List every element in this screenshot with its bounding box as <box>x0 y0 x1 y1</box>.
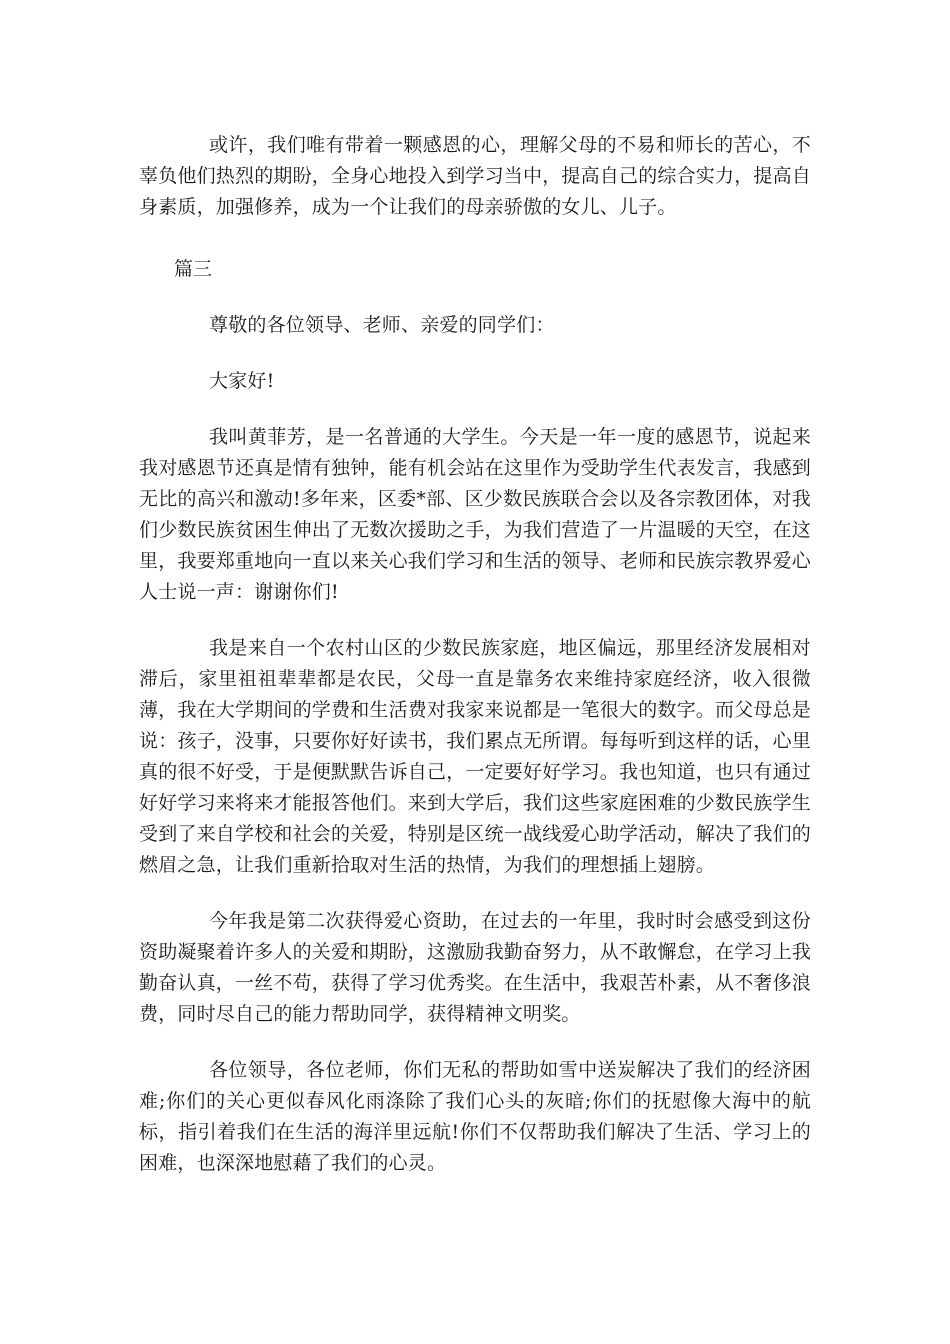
salutation: 尊敬的各位领导、老师、亲爱的同学们： <box>209 314 555 336</box>
paragraph-family-background: 我是来自一个农村山区的少数民族家庭，地区偏远，那里经济发展相对滞后，家里祖祖辈辈都是农民，父母一直是靠务农来维持家庭经济，收入很微薄，我在大学期间的学费和生活费对我家来说都是一笔很大的数字。而父母总是说：孩子，没事，只要你好好读书，我们累点无所谓。每每听到这样的话，心里真的很不好受，于是便默默告诉自己，一定要好好学习。我也知道，也只有通过好好学习来将来才能报答他们。来到大学后，我们这些家庭困难的少数民族学生受到了来自学校和社会的关爱，特别是区统一战线爱心助学活动，解决了我们的燃眉之急，让我们重新拾取对生活的热情，为我们的理想插上翅膀。 <box>139 637 812 876</box>
paragraph-thanks: 各位领导，各位老师，你们无私的帮助如雪中送炭解决了我们的经济困难;你们的关心更似春风化雨涤除了我们心头的灰暗;你们的抚慰像大海中的航标，指引着我们在生活的海洋里远航!你们不仅帮助我们解决了生活、学习上的困难，也深深地慰藉了我们的心灵。 <box>139 1059 811 1174</box>
paragraph-gratitude-conclusion: 或许，我们唯有带着一颗感恩的心，理解父母的不易和师长的苦心，不辜负他们热烈的期盼，全身心地投入到学习当中，提高自己的综合实力，提高自身素质，加强修养，成为一个让我们的母亲骄傲的女儿、儿子。 <box>139 134 812 218</box>
document-body <box>139 130 811 1179</box>
greeting: 大家好! <box>209 370 275 392</box>
paragraph-achievements: 今年我是第二次获得爱心资助，在过去的一年里，我时时会感受到这份资助凝聚着许多人的关爱和期盼，这激励我勤奋努力，从不敢懈怠，在学习上我勤奋认真，一丝不苟，获得了学习优秀奖。在生活中，我艰苦朴素，从不奢侈浪费，同时尽自己的能力帮助同学，获得精神文明奖。 <box>139 910 812 1025</box>
section-heading: 篇三 <box>174 258 213 280</box>
paragraph-introduction: 我叫黄菲芳，是一名普通的大学生。今天是一年一度的感恩节，说起来我对感恩节还真是情有独钟，能有机会站在这里作为受助学生代表发言，我感到无比的高兴和激动!多年来，区委*部、区少数民族联合会以及各宗教团体，对我们少数民族贫困生伸出了无数次援助之手，为我们营造了一片温暖的天空，在这里，我要郑重地向一直以来关心我们学习和生活的领导、老师和民族宗教界爱心人士说一声：谢谢你们! <box>139 426 812 603</box>
